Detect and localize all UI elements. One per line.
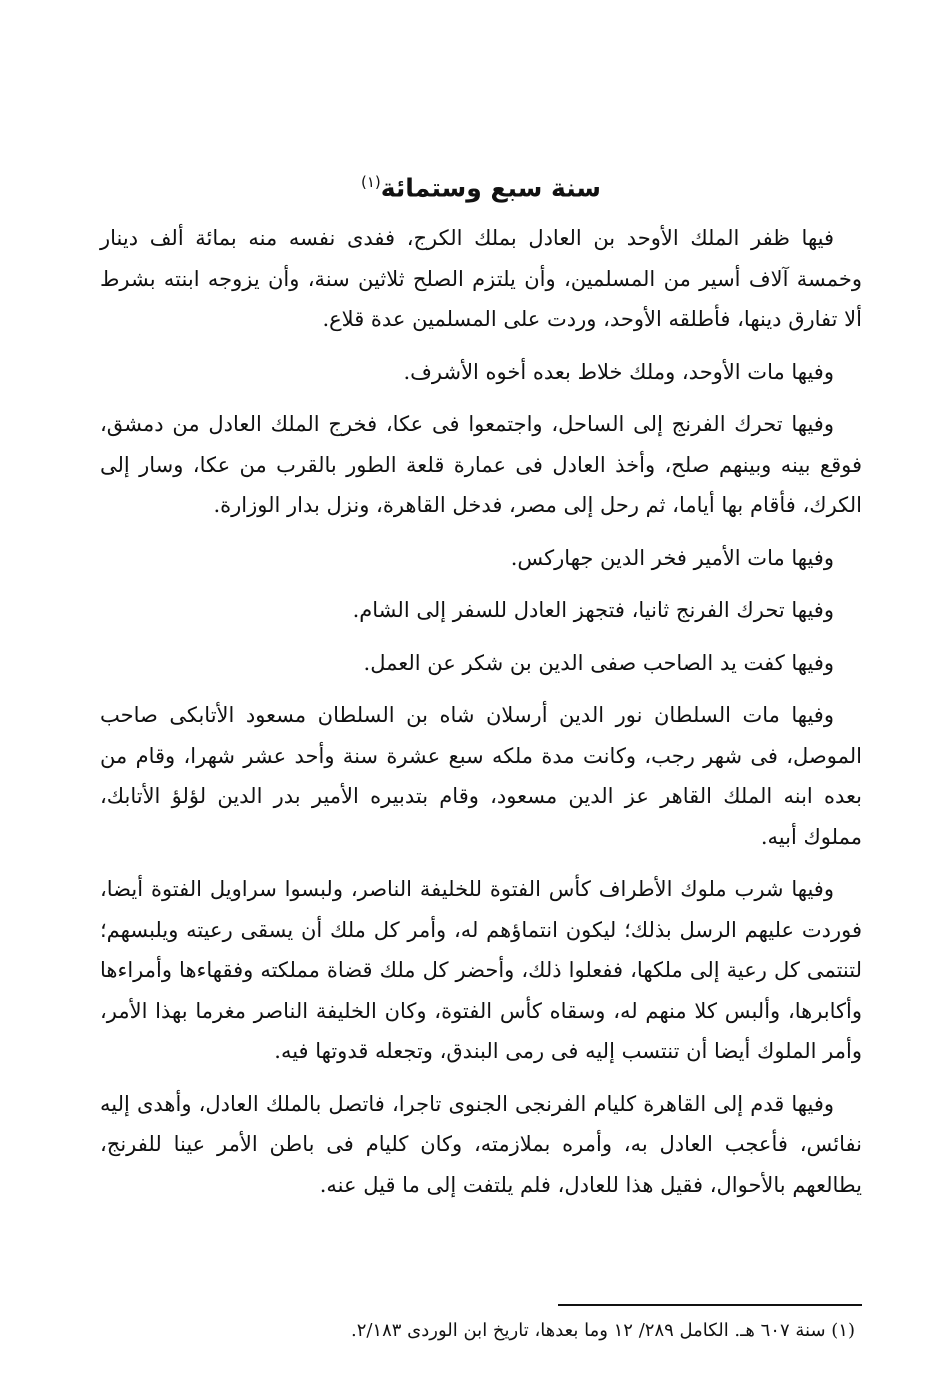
paragraph: فيها ظفر الملك الأوحد بن العادل بملك الكرج، ففدى نفسه منه بمائة ألف دينار وخمسة آلاف أسير من المسلمين، وأن يلتزم الصلح ثلاثين سنة، وأن يزوجه ابنته بشرط ألا تفارق دينها، فأطلقه الأوحد، وردت على المسلمين عدة قلاع. — [100, 226, 862, 331]
footnote-reference: (١) — [360, 173, 381, 191]
body-text — [100, 218, 862, 1217]
heading-title: سنة سبع وستمائة — [380, 173, 602, 203]
paragraph: وفيها مات السلطان نور الدين أرسلان شاه بن السلطان مسعود الأتابكى صاحب الموصل، فى شهر رجب، وكانت مدة ملكه سبع عشرة سنة وأحد عشر شهرا، وقام من بعده ابنه الملك القاهر عز الدين مسعود، وقام بتدبيره الأمير بدر الدين لؤلؤ الأتابك، مملوك أبيه. — [100, 703, 862, 849]
paragraph: وفيها قدم إلى القاهرة كليام الفرنجى الجنوى تاجرا، فاتصل بالملك العادل، وأهدى إليه نفائس، فأعجب العادل به، وأمره بملازمته، وكان كليام فى باطن الأمر عينا للفرنج، يطالعهم بالأحوال، فقيل هذا للعادل، فلم يلتفت إلى ما قيل عنه. — [100, 1091, 862, 1197]
paragraph: وفيها تحرك الفرنج إلى الساحل، واجتمعوا فى عكا، فخرج الملك العادل من دمشق، فوقع بينه وبينهم صلح، وأخذ العادل فى عمارة قلعة الطور بالقرب من عكا، وسار إلى الكرك، فأقام بها أياما، ثم رحل إلى مصر، فدخل القاهرة، ونزل بدار الوزارة. — [100, 412, 862, 517]
paragraph: وفيها كفت يد الصاحب صفى الدين بن شكر عن العمل. — [363, 650, 834, 675]
paragraph: وفيها شرب ملوك الأطراف كأس الفتوة للخليفة الناصر، ولبسوا سراويل الفتوة أيضا، فوردت عليهم الرسل بذلك؛ ليكون انتماؤهم له، وأمر كل ملك أن يسقى رعيته ويلبسهم؛ لتنتمى كل رعية إلى ملكها، ففعلوا ذلك، وأحضر كل ملك قضاة مملكته وفقهاءها وأمراءها وأكابرها، وألبس كلا منهم له، وسقاه كأس الفتوة، وكان الخليفة الناصر مغرما بهذا الأمر، وأمر الملوك أيضا أن تنتسب إليه فى رمى البندق، وتجعله قدوتها فيه. — [100, 877, 862, 1063]
paragraph: وفيها مات الأوحد، وملك خلاط بعده أخوه الأشرف. — [403, 359, 834, 384]
paragraph: وفيها مات الأمير فخر الدين جهاركس. — [510, 545, 834, 570]
footnote-divider — [558, 1304, 862, 1306]
footnote: (١) سنة ٦٠٧ هـ. الكامل ٢٨٩/ ١٢ وما بعدها، تاريخ ابن الوردى ٢/١٨٣. — [350, 1320, 855, 1341]
paragraph: وفيها تحرك الفرنج ثانيا، فتجهز العادل للسفر إلى الشام. — [352, 598, 834, 622]
section-heading — [100, 160, 862, 210]
